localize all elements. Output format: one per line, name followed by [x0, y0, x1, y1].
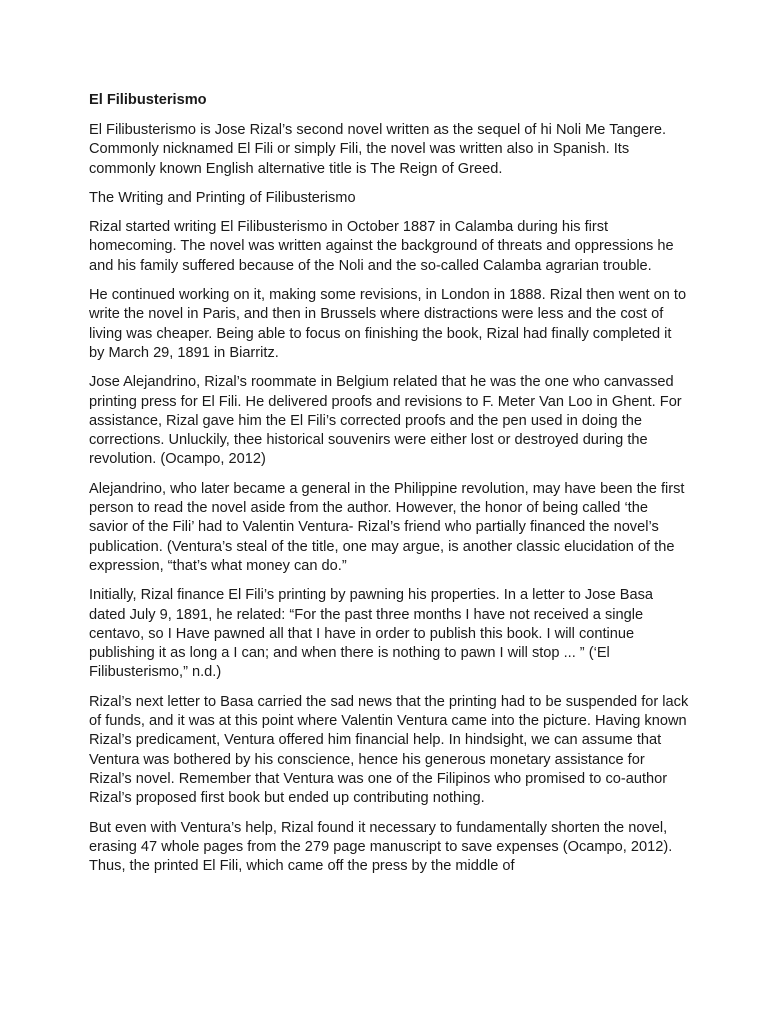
paragraph-writing-start: Rizal started writing El Filibusterismo in October 1887 in Calamba during his first homecoming. The novel was written against the background of threats and oppressions he and his family suffered because of the Noli and the so-called Calamba agrarian trouble.: [89, 219, 674, 274]
paragraph-london-paris: He continued working on it, making some revisions, in London in 1888. Rizal then went on to write the novel in Paris, and then in Brussels where distractions were less and the cost of living was cheaper. Being able to focus on finishing the book, Rizal had finally completed it by March 29, 1891 in Biarritz.: [89, 287, 687, 361]
paragraph-ventura-help: Rizal’s next letter to Basa carried the sad news that the printing had to be suspended for lack of funds, and it was at this point where Valentin Ventura came into the picture. Having known Rizal’s predicament, Ventura offered him financial help. In hindsight, we can assume that Ventura was bothered by his conscience, hence his generous monetary assistance for Rizal’s novel. Remember that Ventura was one of the Filipinos who promised to co-author Rizal’s proposed first book but ended up contributing nothing.: [89, 693, 689, 807]
document-title: El Filibusterismo: [89, 92, 207, 108]
section-heading: The Writing and Printing of Filibusterismo: [89, 189, 356, 206]
paragraph-pawning: Initially, Rizal finance El Fili’s printing by pawning his properties. In a letter to Jose Basa dated July 9, 1891, he related: “For the past three months I have not received a single centavo, so I Have pawned all that I have in order to publish this book. I will continue publishing it as long a I can; and when there is nothing to pawn I will stop ... ” (‘El Filibusterismo,” n.d.): [89, 587, 654, 681]
paragraph-first-reader: Alejandrino, who later became a general in the Philippine revolution, may have been the first person to read the novel aside from the author. However, the honor of being called ‘the savior of the Fili’ had to Valentin Ventura- Rizal’s friend who partially financed the novel’s publication. (Ventura’s steal of the title, one may argue, is another classic elucidation of the expression, “that’s what money can do.”: [89, 480, 685, 574]
paragraph-alejandrino: Jose Alejandrino, Rizal’s roommate in Belgium related that he was the one who canvassed printing press for El Fili. He delivered proofs and revisions to F. Meter Van Loo in Ghent. For assistance, Rizal gave him the El Fili’s corrected proofs and the pen used in doing the corrections. Unluckily, thee historical souvenirs were either lost or destroyed during the revolution. (Ocampo, 2012): [89, 374, 682, 468]
document-page: [89, 91, 689, 886]
paragraph-intro: El Filibusterismo is Jose Rizal’s second novel written as the sequel of hi Noli Me Tangere. Commonly nicknamed El Fili or simply Fili, the novel was written also in Spanish. Its commonly known English alternative title is The Reign of Greed.: [89, 122, 666, 177]
paragraph-shorten: But even with Ventura’s help, Rizal found it necessary to fundamentally shorten the novel, erasing 47 whole pages from the 279 page manuscript to save expenses (Ocampo, 2012). Thus, the printed El Fili, which came off the press by the middle of: [89, 819, 673, 875]
